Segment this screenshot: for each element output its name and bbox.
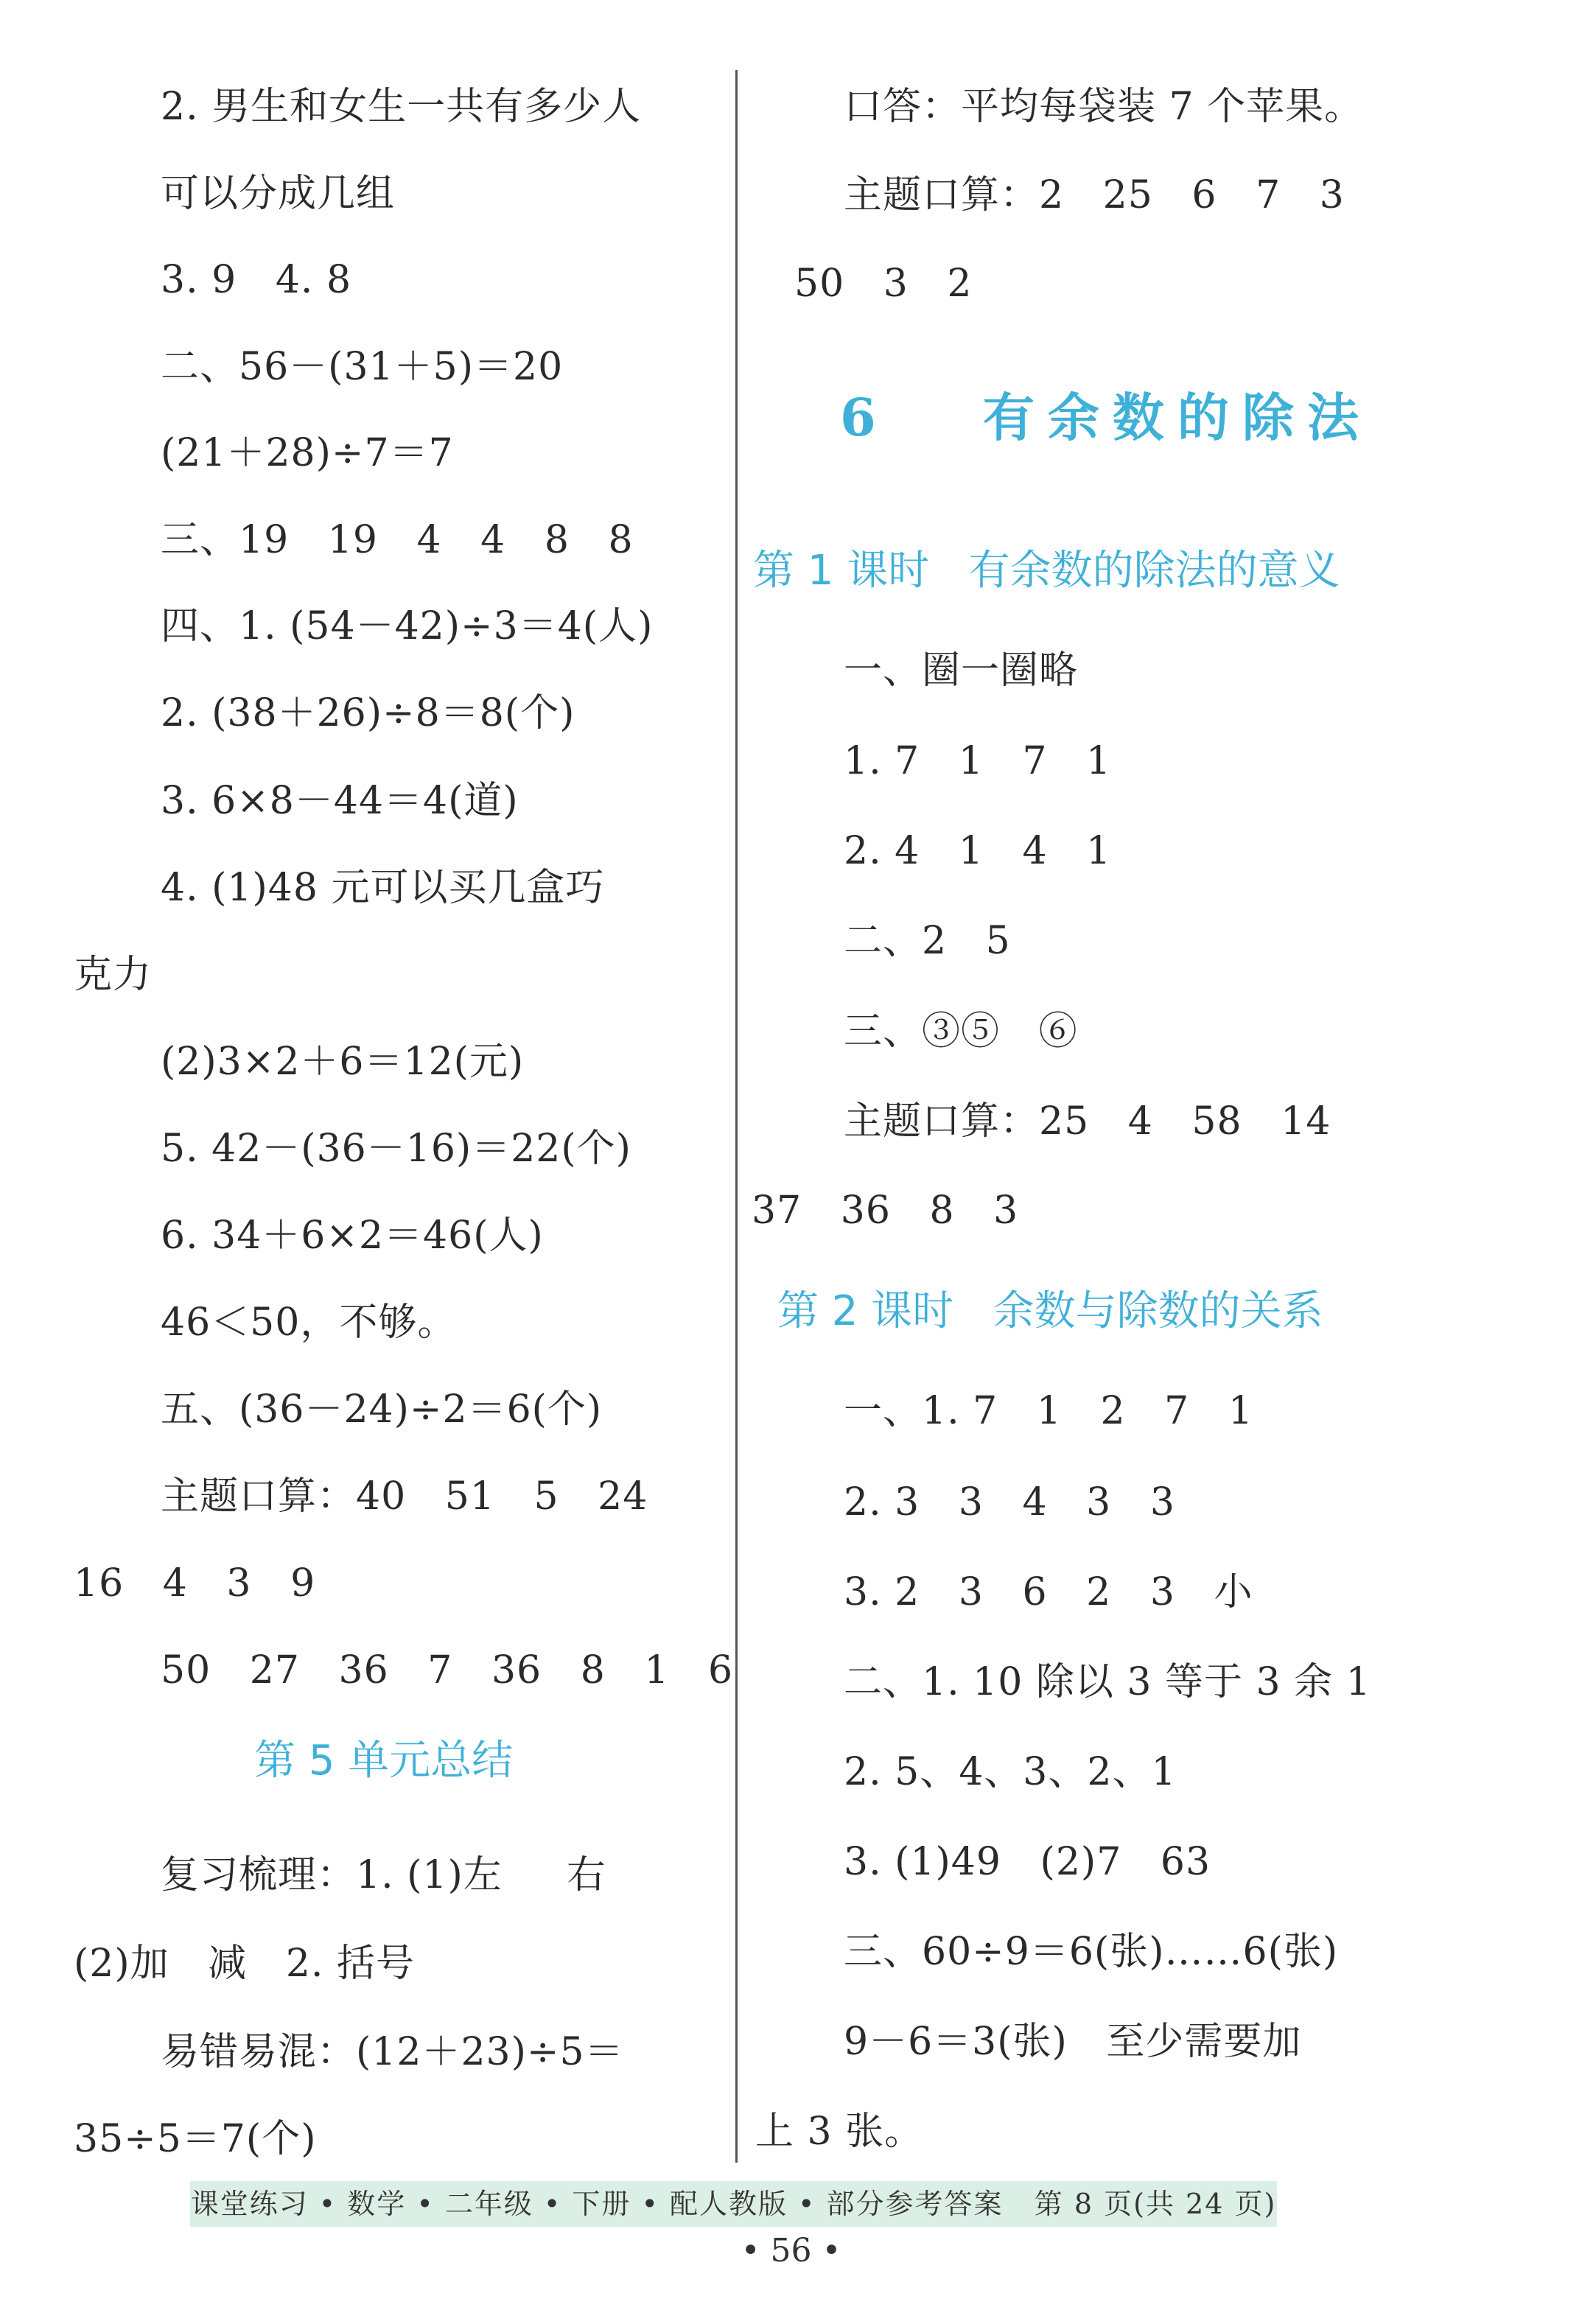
answer-line: 4. (1)48 元可以买几盒巧: [161, 866, 605, 910]
summary-line: 35÷5＝7(个): [74, 2117, 317, 2161]
summary-line: (2)加 减 2. 括号: [74, 1942, 415, 1986]
page-number: • 56 •: [741, 2232, 841, 2269]
answer-line: 3. 2 3 6 2 3 小: [844, 1570, 1253, 1614]
answer-line: 二、2 5: [844, 919, 1011, 963]
answer-line: 三、19 19 4 4 8 8: [161, 518, 634, 562]
oral-calc-line: 50 3 2: [794, 262, 973, 306]
answer-line: 一、圈一圈略: [844, 648, 1079, 693]
summary-line: 复习梳理：1. (1)左 右: [161, 1853, 606, 1897]
lesson2-heading: 第 2 课时 余数与除数的关系: [777, 1287, 1323, 1335]
answer-line: 1. 7 1 7 1: [844, 739, 1112, 783]
answer-line: 2. 4 1 4 1: [844, 829, 1112, 873]
answer-line: 上 3 张。: [755, 2110, 924, 2154]
lesson1-heading: 第 1 课时 有余数的除法的意义: [753, 547, 1340, 595]
footer-band: 课堂练习 • 数学 • 二年级 • 下册 • 配人教版 • 部分参考答案 第 8 页(共 24 页): [190, 2181, 1277, 2227]
answer-line: 口答：平均每袋装 7 个苹果。: [844, 85, 1364, 129]
answer-line: 二、56－(31＋5)＝20: [161, 345, 564, 389]
answer-line: (2)3×2＋6＝12(元): [161, 1040, 525, 1084]
answer-line: 可以分成几组: [161, 172, 396, 216]
left-column: [0, 0, 737, 2181]
answer-line: 2. 3 3 4 3 3: [844, 1480, 1175, 1525]
answer-line: 三、60÷9＝6(张)……6(张): [844, 1930, 1339, 1974]
answer-line: 9－6＝3(张) 至少需要加: [844, 2020, 1302, 2064]
answer-line: 克力: [74, 953, 153, 997]
oral-calc-line: 主题口算：25 4 58 14: [844, 1099, 1331, 1144]
oral-calc-line: 37 36 8 3: [752, 1189, 1019, 1233]
answer-line: (21＋28)÷7＝7: [161, 431, 454, 475]
answer-line: 3. 6×8－44＝4(道): [161, 779, 519, 823]
oral-calc-line: 50 27 36 7 36 8 1 6: [161, 1648, 734, 1693]
right-column: [737, 0, 1582, 2181]
answer-line: 四、1. (54－42)÷3＝4(人): [161, 604, 654, 648]
answer-line: 2. 男生和女生一共有多少人: [161, 85, 642, 129]
summary-line: 易错易混：(12＋23)÷5＝: [161, 2030, 624, 2074]
answer-line: 2. 5、4、3、2、1: [844, 1750, 1177, 1794]
answer-line: 46＜50，不够。: [161, 1301, 457, 1345]
answer-line: 二、1. 10 除以 3 等于 3 余 1: [844, 1660, 1371, 1704]
answer-line: 3. (1)49 (2)7 63: [844, 1840, 1211, 1884]
unit5-summary-heading: 第 5 单元总结: [254, 1737, 514, 1785]
answer-line: 5. 42－(36－16)＝22(个): [161, 1127, 631, 1171]
answer-line: 一、1. 7 1 2 7 1: [844, 1389, 1253, 1433]
answer-line: 3. 9 4. 8: [161, 258, 352, 302]
answer-line: 6. 34＋6×2＝46(人): [161, 1214, 544, 1258]
oral-calc-line: 16 4 3 9: [74, 1561, 316, 1606]
oral-calc-line: 主题口算：40 51 5 24: [161, 1474, 648, 1519]
oral-calc-line: 主题口算：2 25 6 7 3: [844, 173, 1345, 217]
answer-line: 五、(36－24)÷2＝6(个): [161, 1387, 603, 1432]
unit6-heading: 6 有余数的除法: [840, 387, 1372, 448]
answer-line: 三、③⑤ ⑥: [844, 1009, 1078, 1054]
answer-line: 2. (38＋26)÷8＝8(个): [161, 691, 575, 735]
